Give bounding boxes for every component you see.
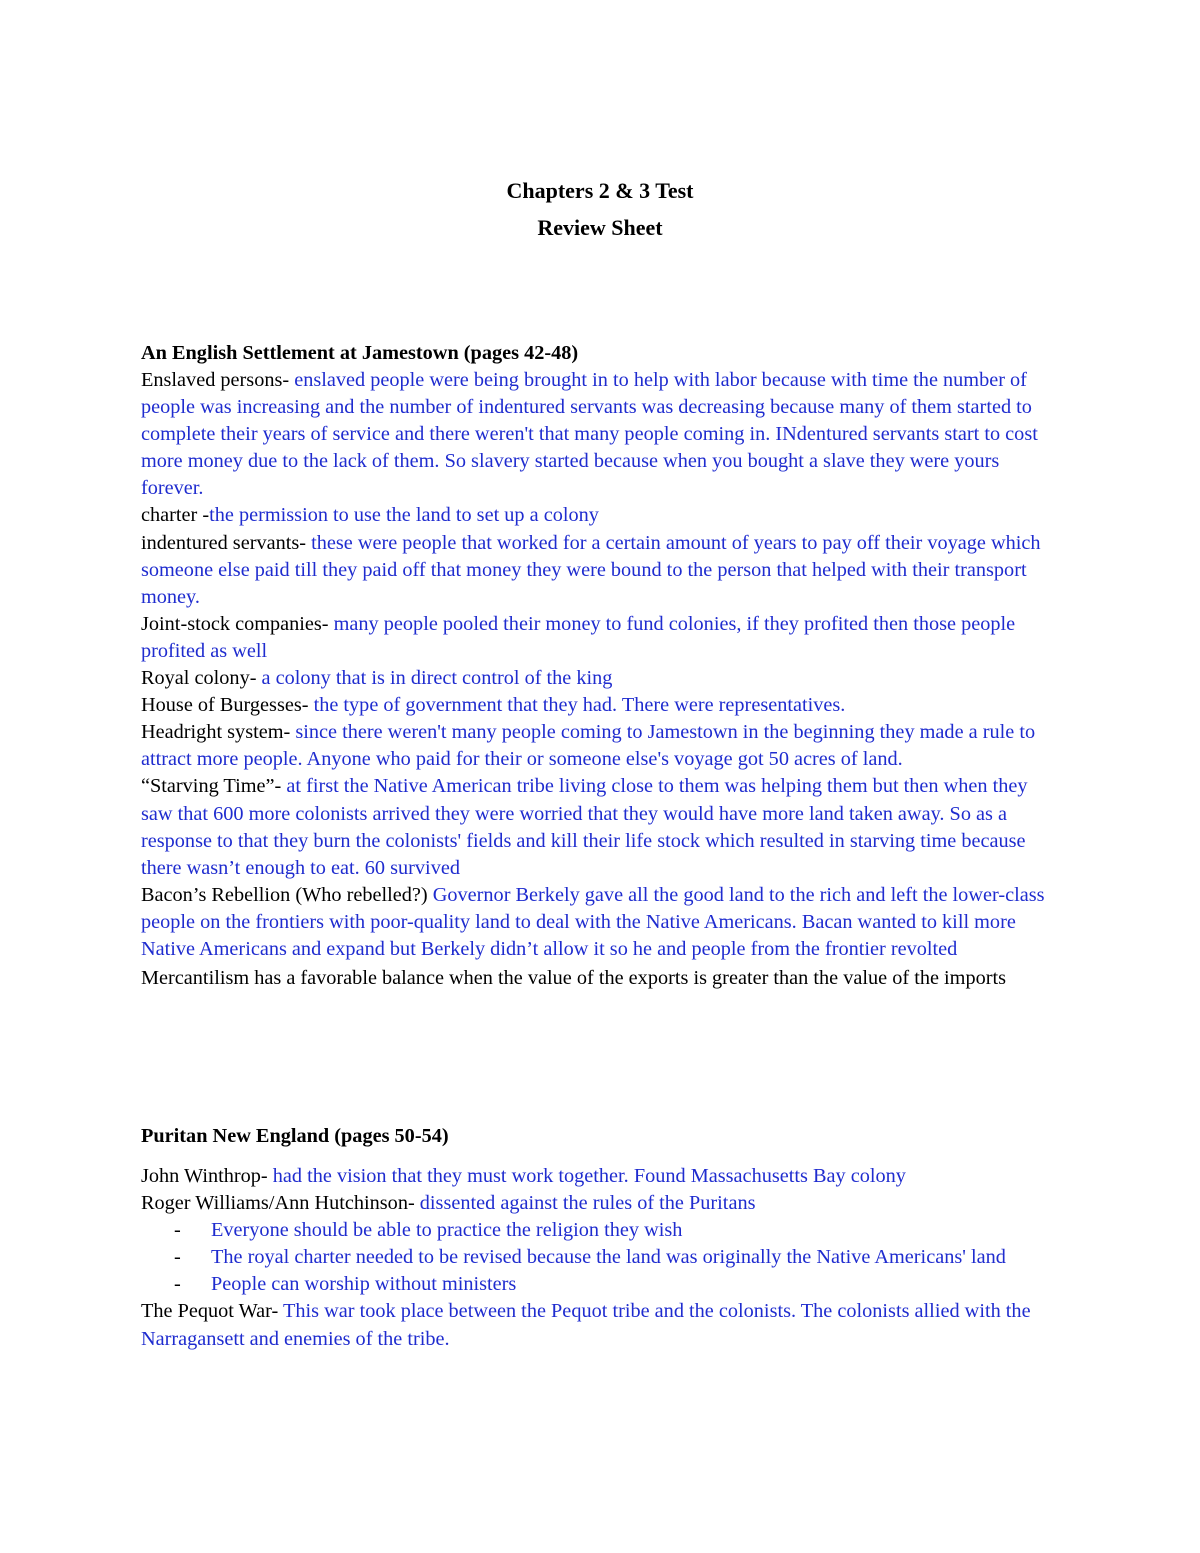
entry-williams-hutchinson xyxy=(141,1190,1061,1217)
entry-term: Joint-stock companies- xyxy=(141,612,334,635)
title-line-2: Review Sheet xyxy=(537,215,663,240)
entry-term: Mercantilism has a favorable balance when the value of the exports is greater than the value of the imports xyxy=(141,967,1007,990)
entry-term: charter - xyxy=(141,504,210,527)
entry-term: Enslaved persons- xyxy=(141,369,295,391)
list-item xyxy=(141,1244,1061,1271)
entry-term: Headright system- xyxy=(141,721,296,744)
entry-definition: enslaved people were being brought in to help with labor because with time the number of people was increasing and the number of indentured servants was decreasing because many of them started to complete their years of service and there weren't that many people coming in. INdentured servants start to cost more money due to the lack of them. So slavery started because when you bought a slave they were yours forever. xyxy=(141,369,1038,500)
entry-term: indentured servants- xyxy=(141,531,312,554)
entry-term: Royal colony- xyxy=(141,667,262,690)
entry-definition: a colony that is in direct control of the king xyxy=(261,667,613,690)
section-puritan-new-england xyxy=(141,1123,1061,1353)
entry-term: House of Burgesses- xyxy=(141,694,314,717)
entry-indentured-servants xyxy=(141,530,1061,611)
entry-definition: This war took place between the Pequot tribe and the colonists. The colonists allied with the Narragansett and enemies of the tribe. xyxy=(141,1300,1031,1350)
entry-definition: Governor Berkely gave all the good land to the rich and left the lower-class people on the frontiers with poor-quality land to deal with the Native Americans. Bacan wanted to kill more Native Americans and expand but Berkely didn’t allow it so he and people from the frontier revolted xyxy=(141,883,1045,960)
bullet-dash: - xyxy=(174,1273,181,1296)
entry-definition: the type of government that they had. There were representatives. xyxy=(313,694,846,717)
entry-enslaved-persons xyxy=(141,367,1061,502)
dissent-bullet-list xyxy=(141,1217,1061,1298)
list-item xyxy=(141,1217,1061,1244)
entry-house-of-burgesses xyxy=(141,692,1061,719)
bullet-dash: - xyxy=(174,1219,181,1242)
list-item-text: Everyone should be able to practice the religion they wish xyxy=(211,1219,683,1242)
entry-mercantilism xyxy=(141,963,1061,994)
section-heading: Puritan New England (pages 50-54) xyxy=(141,1125,449,1147)
entry-term: John Winthrop- xyxy=(141,1165,273,1187)
entry-pequot-war xyxy=(141,1298,1061,1352)
entry-term: “Starving Time”- xyxy=(141,775,287,798)
entry-definition: since there weren't many people coming to Jamestown in the beginning they made a rule to attract more people. Anyone who paid for their or someone else's voyage got 50 acres of land. xyxy=(141,721,1036,771)
entry-term: The Pequot War- xyxy=(141,1300,283,1323)
entry-starving-time xyxy=(141,773,1061,881)
list-item-text: People can worship without ministers xyxy=(211,1273,517,1296)
document-title xyxy=(141,172,1059,246)
section-jamestown xyxy=(141,340,1061,994)
bullet-dash: - xyxy=(174,1246,181,1269)
entry-definition: dissented against the rules of the Puritans xyxy=(419,1192,756,1215)
entry-charter xyxy=(141,502,1061,529)
entry-john-winthrop xyxy=(141,1163,1061,1190)
entry-definition: these were people that worked for a certain amount of years to pay off their voyage which someone else paid till they paid off that money they were bound to the person that helped with their transport money. xyxy=(141,531,1041,608)
entry-bacons-rebellion xyxy=(141,882,1061,963)
entry-definition: the permission to use the land to set up a colony xyxy=(209,504,599,527)
list-item xyxy=(141,1271,1061,1298)
entry-joint-stock-companies xyxy=(141,611,1061,665)
entry-royal-colony xyxy=(141,665,1061,692)
entry-definition: at first the Native American tribe living close to them was helping them but then when they saw that 600 more colonists arrived they were worried that they would have more land taken away. So as a response to that they burn the colonists' fields and kill their life stock which resulted in starving time because there wasn’t enough to eat. 60 survived xyxy=(141,775,1028,879)
list-item-text: The royal charter needed to be revised because the land was originally the Native Americans' land xyxy=(211,1246,1006,1269)
title-line-1: Chapters 2 & 3 Test xyxy=(506,178,694,203)
entry-term: Bacon’s Rebellion (Who rebelled?) xyxy=(141,883,433,906)
entry-definition: many people pooled their money to fund colonies, if they profited then those people profited as well xyxy=(141,612,1016,662)
section-heading: An English Settlement at Jamestown (pages 42-48) xyxy=(141,342,579,364)
entry-term: Roger Williams/Ann Hutchinson- xyxy=(141,1192,420,1215)
entry-headright-system xyxy=(141,719,1061,773)
entry-definition: had the vision that they must work together. Found Massachusetts Bay colony xyxy=(272,1165,906,1187)
